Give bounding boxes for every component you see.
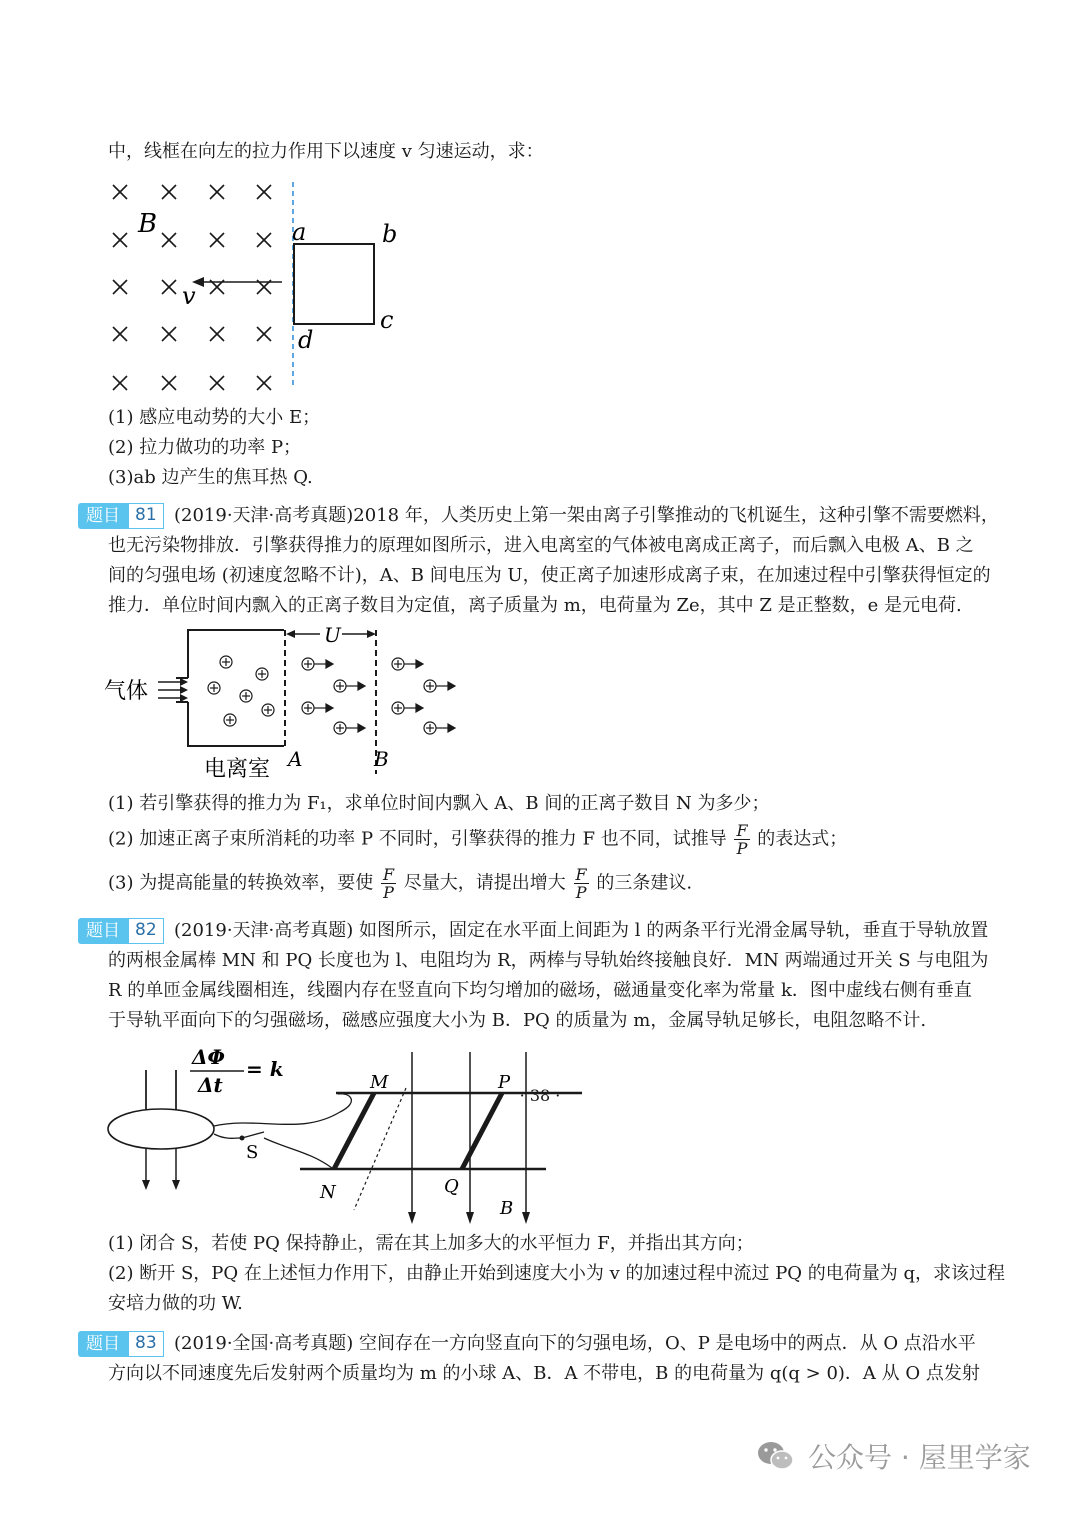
q80-part-2: (2) 拉力做功的功率 P； [108, 437, 302, 458]
q82-part-1: (1) 闭合 S，若使 PQ 保持静止，需在其上加多大的水平恒力 F，并指出其方向； [108, 1233, 754, 1254]
q83-line-2: 方向以不同速度先后发射两个质量均为 m 的小球 A、B．A 不带电，B 的电荷量为 q(q > 0)．A 从 O 点发射 [108, 1363, 980, 1384]
moving-ion [392, 702, 423, 714]
label-S: S [246, 1142, 259, 1163]
label-N: N [320, 1182, 336, 1203]
label-rate-num: ΔΦ [192, 1045, 225, 1069]
q81-part-3-text-c: 的三条建议. [596, 872, 693, 894]
fraction-F-over-P: $\frac{F}{P}$ [575, 865, 587, 902]
moving-ion [334, 722, 365, 734]
moving-ion [424, 680, 455, 692]
q81-line-2: 也无污染物排放．引擎获得推力的原理如图所示，进入电离室的气体被电离成正离子，而后飘入电极 A、B 之 [108, 535, 974, 556]
ion [224, 714, 236, 726]
label-v: v [182, 282, 196, 310]
badge-number: 81 [128, 503, 164, 529]
label-a: a [292, 218, 307, 246]
badge-number: 82 [128, 918, 164, 944]
label-Q: Q [444, 1176, 459, 1197]
ion [262, 704, 274, 716]
moving-ion [424, 722, 455, 734]
q82-line-4: 于导轨平面向下的匀强磁场，磁感应强度大小为 B．PQ 的质量为 m，金属导轨足够长，电阻忽略不计. [108, 1010, 927, 1031]
label-rate-eq: = k [246, 1057, 284, 1081]
q81-part-3-text-a: (3) 为提高能量的转换效率，要使 [108, 872, 374, 894]
q81-part-2 [108, 822, 847, 857]
q81-part-3-text-b: 尽量大，请提出增大 [403, 872, 566, 894]
label-P: P [498, 1072, 511, 1093]
label-U: U [324, 624, 341, 647]
q81-line-3: 间的匀强电场 (初速度忽略不计)，A、B 间电压为 U，使正离子加速形成离子束，在加速过程中引擎获得恒定的 [108, 565, 991, 586]
page-number: · 38 · [519, 1086, 561, 1105]
figure-rails-coil [100, 1040, 590, 1230]
label-chamber: 电离室 [204, 757, 271, 782]
figure-magnetic-loop [100, 176, 430, 398]
label-M: M [370, 1072, 389, 1093]
label-B: B [138, 209, 158, 239]
wechat-icon [756, 1439, 796, 1473]
intro-line: 中，线框在向左的拉力作用下以速度 v 匀速运动，求： [108, 141, 544, 162]
q81-line-4: 推力．单位时间内飘入的正离子数目为定值，离子质量为 m，电荷量为 Ze，其中 Z 是正整数，e 是元电荷. [108, 595, 962, 616]
q80-part-1: (1) 感应电动势的大小 E； [108, 407, 321, 428]
label-gas: 气体 [104, 679, 149, 704]
watermark [756, 1436, 1031, 1476]
fraction-F-over-P: $\frac{F}{P}$ [382, 865, 395, 902]
moving-ion [334, 680, 365, 692]
q83-line-1: (2019·全国·高考真题) 空间存在一方向竖直向下的匀强电场，O、P 是电场中的两点．从 O 点沿水平 [174, 1333, 976, 1354]
q82-part-2: (2) 断开 S，PQ 在上述恒力作用下，由静止开始到速度大小为 v 的加速过程中流过 PQ 的电荷量为 q，求该过程 [108, 1263, 1006, 1284]
badge-tag: 题目 [78, 1331, 128, 1357]
label-c: c [380, 306, 394, 334]
q81-part-3 [108, 866, 692, 901]
q81-part-2-text-a: (2) 加速正离子束所消耗的功率 P 不同时，引擎获得的推力 F 也不同，试推导 [108, 828, 727, 850]
moving-ion [392, 658, 423, 670]
q81-part-2-text-b: 的表达式； [757, 828, 848, 850]
label-A: A [288, 747, 303, 771]
moving-ion [302, 702, 333, 714]
label-b: b [382, 220, 398, 248]
label-rate-den: Δt [198, 1073, 223, 1097]
figure-ion-engine [100, 624, 480, 784]
badge-number: 83 [128, 1331, 164, 1357]
q82-part-2-cont: 安培力做的功 W. [108, 1293, 243, 1314]
question-badge-82 [78, 918, 164, 944]
q82-line-2: 的两根金属棒 MN 和 PQ 长度也为 l、电阻均为 R，两棒与导轨始终接触良好．MN 两端通过开关 S 与电阻为 [108, 950, 989, 971]
label-B2: B [374, 747, 389, 771]
badge-tag: 题目 [78, 918, 128, 944]
label-B3: B [500, 1198, 514, 1219]
question-badge-83 [78, 1331, 164, 1357]
q81-line-1: (2019·天津·高考真题)2018 年，人类历史上第一架由离子引擎推动的飞机诞生，这种引擎不需要燃料， [174, 505, 999, 526]
question-badge-81 [78, 503, 164, 529]
badge-tag: 题目 [78, 503, 128, 529]
ion [208, 682, 220, 694]
moving-ion [302, 658, 333, 670]
ion [256, 668, 268, 680]
ion [220, 656, 232, 668]
ion [240, 690, 252, 702]
label-d: d [298, 326, 314, 354]
q81-part-1: (1) 若引擎获得的推力为 F₁，求单位时间内飘入 A、B 间的正离子数目 N 为多少； [108, 793, 770, 814]
fraction-F-over-P: $\frac{F}{P}$ [736, 821, 748, 858]
watermark-text: 公众号 · 屋里学家 [808, 1441, 1031, 1474]
q80-part-3: (3)ab 边产生的焦耳热 Q. [108, 467, 313, 488]
q82-line-3: R 的单匝金属线圈相连，线圈内存在竖直向下均匀增加的磁场，磁通量变化率为常量 k．图中虚线右侧有垂直 [108, 980, 972, 1001]
q82-line-1: (2019·天津·高考真题) 如图所示，固定在水平面上间距为 l 的两条平行光滑金属导轨，垂直于导轨放置 [174, 920, 989, 941]
